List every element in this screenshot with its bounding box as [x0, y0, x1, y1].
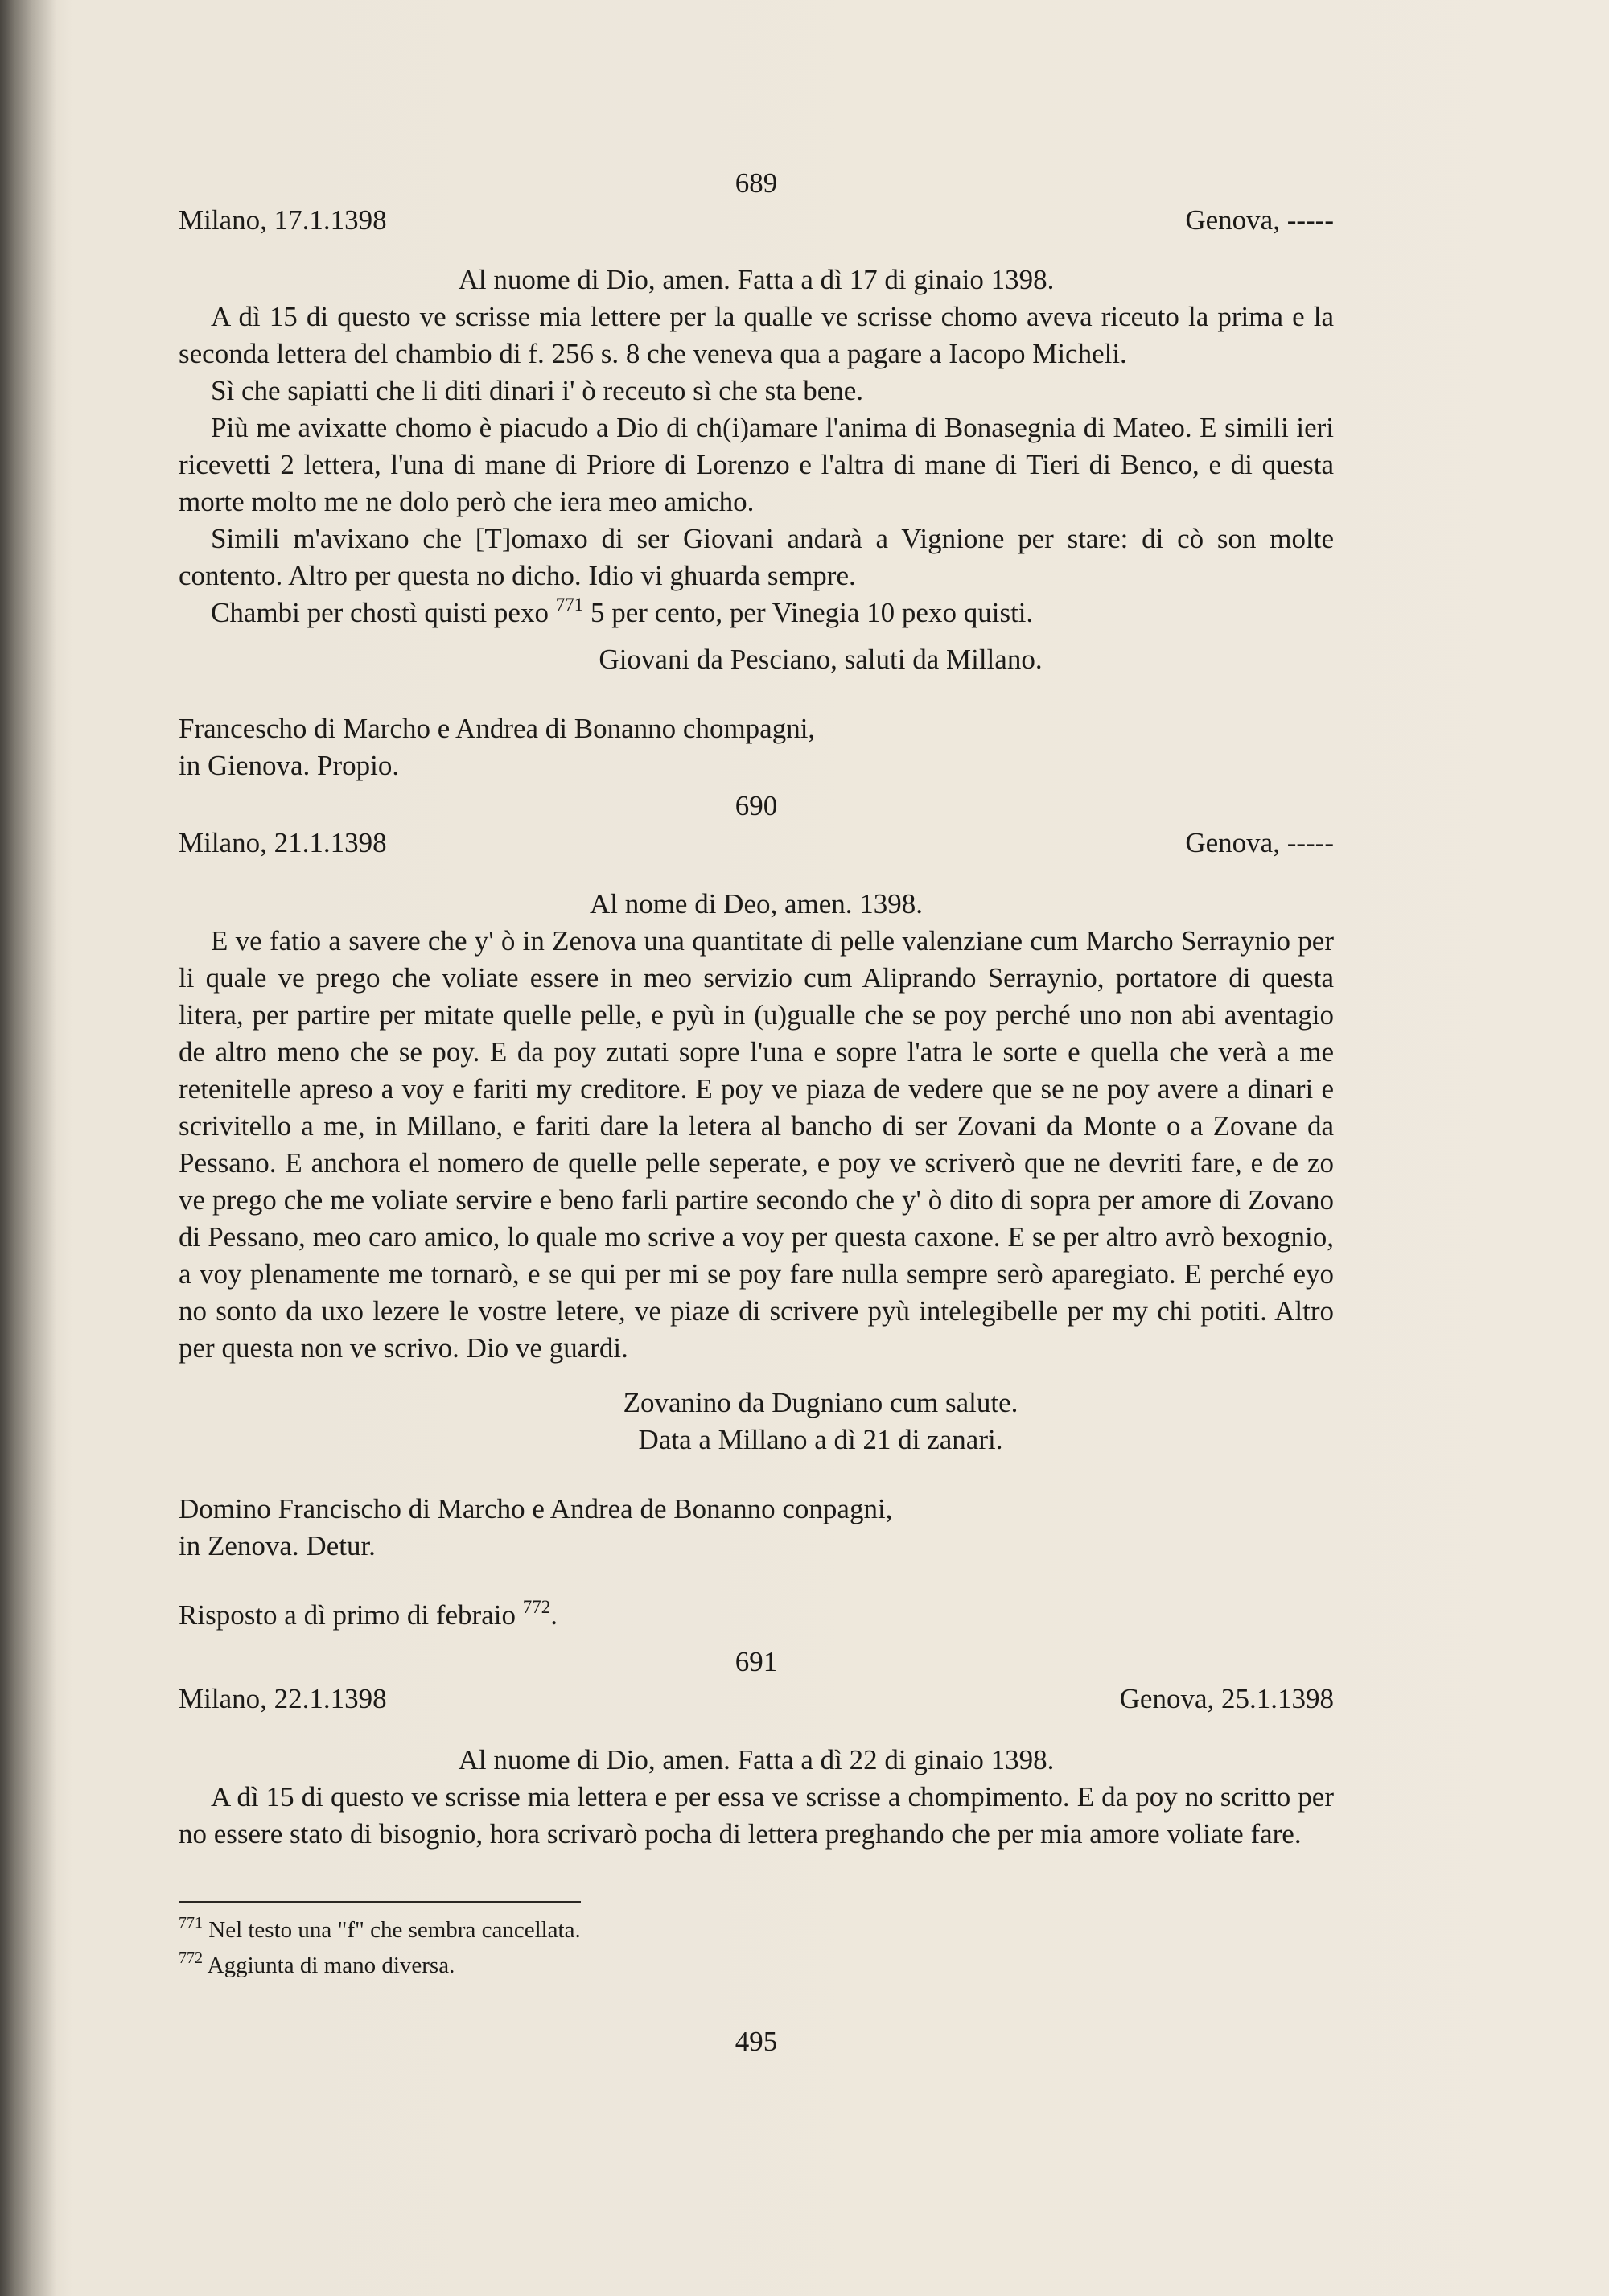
page-gutter	[0, 0, 56, 2296]
letter-address-line: Francescho di Marcho e Andrea di Bonanno chompagni,	[179, 713, 816, 744]
letter-dateline	[179, 202, 1334, 239]
spacer	[179, 678, 1334, 710]
letter-number: 691	[735, 1646, 778, 1677]
page-body	[179, 165, 1334, 2060]
recipient-place-date: Genova, -----	[1185, 827, 1334, 858]
reply-text: Risposto a dì primo di febraio	[179, 1599, 523, 1631]
footnote-text: Nel testo una "f" che sembra cancellata.	[208, 1917, 581, 1943]
exchange-text: 5 per cento, per Vinegia 10 pexo quisti.	[583, 597, 1034, 628]
spacer	[179, 1565, 1334, 1597]
footnote-separator	[179, 1901, 581, 1903]
sender-place-date: Milano, 22.1.1398	[179, 1683, 387, 1714]
letter-dateline	[179, 1681, 1334, 1718]
footnote	[179, 1912, 1334, 1948]
letter-invocation: Al nuome di Dio, amen. Fatta a dì 22 di ginaio 1398.	[458, 1744, 1055, 1775]
footnote-ref: 771	[555, 595, 584, 615]
page-number: 495	[735, 2026, 778, 2057]
recipient-place-date: Genova, 25.1.1398	[1119, 1683, 1334, 1714]
letter-address-line: in Gienova. Propio.	[179, 750, 400, 781]
letter-address-line: Domino Francischo di Marcho e Andrea de Bonanno conpagni,	[179, 1493, 893, 1524]
letter-invocation: Al nuome di Dio, amen. Fatta a dì 17 di ginaio 1398.	[458, 264, 1055, 295]
exchange-text: Chambi per chostì quisti pexo	[211, 597, 556, 628]
letter-address-line: in Zenova. Detur.	[179, 1530, 376, 1562]
letter-signature: Giovani da Pesciano, saluti da Millano.	[599, 644, 1043, 675]
reply-note-line	[179, 1597, 1334, 1634]
spacer	[179, 1367, 1334, 1385]
letter-paragraph: A dì 15 di questo ve scrisse mia lettera e per essa ve scrisse a chompimento. E da poy no scritto per no essere stato di bisognio, hora scrivarò pocha di lettera preghando che per mia amore voliate fare.	[179, 1781, 1334, 1850]
spacer	[179, 1459, 1334, 1491]
exchange-rates-line	[179, 595, 1334, 632]
recipient-place-date: Genova, -----	[1185, 204, 1334, 236]
sender-place-date: Milano, 21.1.1398	[179, 827, 387, 858]
footnote-ref: 772	[522, 1597, 551, 1617]
reply-text: .	[550, 1599, 558, 1631]
letter-number: 690	[735, 790, 778, 821]
footnote	[179, 1948, 1334, 1983]
footnote-text: Aggiunta di mano diversa.	[207, 1952, 455, 1978]
letter-signature: Zovanino da Dugniano cum salute.	[623, 1387, 1018, 1418]
letter-dateline	[179, 825, 1334, 862]
letter-invocation: Al nome di Deo, amen. 1398.	[589, 888, 924, 920]
letter-number: 689	[735, 167, 778, 199]
letter-paragraph: E ve fatio a savere che y' ò in Zenova una quantitate di pelle valenziane cum Marcho Serraynio per li quale ve prego che voliate essere in meo servizio cum Aliprando Serraynio, portatore di questa litera, per partire per mitate quelle pelle, e pyù in (u)gualle che se poy perché uno non abi aventagio de altro meno che se poy. E da poy zutati sopre l'una e sopre l'atra le sorte e quella che verà a me retenitelle apreso a voy e fariti my creditore. E poy ve piaza de vedere que se ne poy avere a dinari e scrivitello a me, in Millano, e fariti dare la letera al bancho di ser Zovani da Monte o a Zovane da Pessano. E anchora el nomero de quelle pelle seperate, e poy ve scriverò que ne devriti fare, e de zo ve prego che me voliate servire e beno farli partire secondo che y' ò dito di sopra per amore di Zovano di Pessano, meo caro amico, lo quale mo scrive a voy per questa caxone. E se per altro avrò bexognio, a voy plenamente me tornarò, e se qui per mi se poy fare nulla sempre serò aparegiato. E perché eyo no sonto da uxo lezere le vostre letere, ve piaze di scrivere pyù intelegibelle per my chi potiti. Altro per questa non ve scrivo. Dio ve guardi.	[179, 925, 1334, 1364]
letter-paragraph: Sì che sapiatti che li diti dinari i' ò receuto sì che sta bene.	[211, 375, 864, 406]
letter-paragraph: Più me avixatte chomo è piacudo a Dio di ch(i)amare l'anima di Bonasegnia di Mateo. E simili ieri ricevetti 2 lettera, l'una di mane di Priore di Lorenzo e l'altra di mane di Tieri di Benco, e di questa morte molto me ne dolo però che iera meo amicho.	[179, 412, 1334, 517]
sender-place-date: Milano, 17.1.1398	[179, 204, 387, 236]
letter-date-line: Data a Millano a dì 21 di zanari.	[638, 1424, 1003, 1455]
footnote-mark: 772	[179, 1949, 203, 1967]
letter-paragraph: A dì 15 di questo ve scrisse mia lettere per la qualle ve scrisse chomo aveva riceuto la prima e la seconda lettera del chambio di f. 256 s. 8 che veneva qua a pagare a Iacopo Micheli.	[179, 301, 1334, 369]
letter-paragraph: Simili m'avixano che [T]omaxo di ser Giovani andarà a Vignione per stare: di cò son molte contento. Altro per questa no dicho. Idio vi ghuarda sempre.	[179, 523, 1334, 591]
footnote-mark: 771	[179, 1914, 203, 1932]
